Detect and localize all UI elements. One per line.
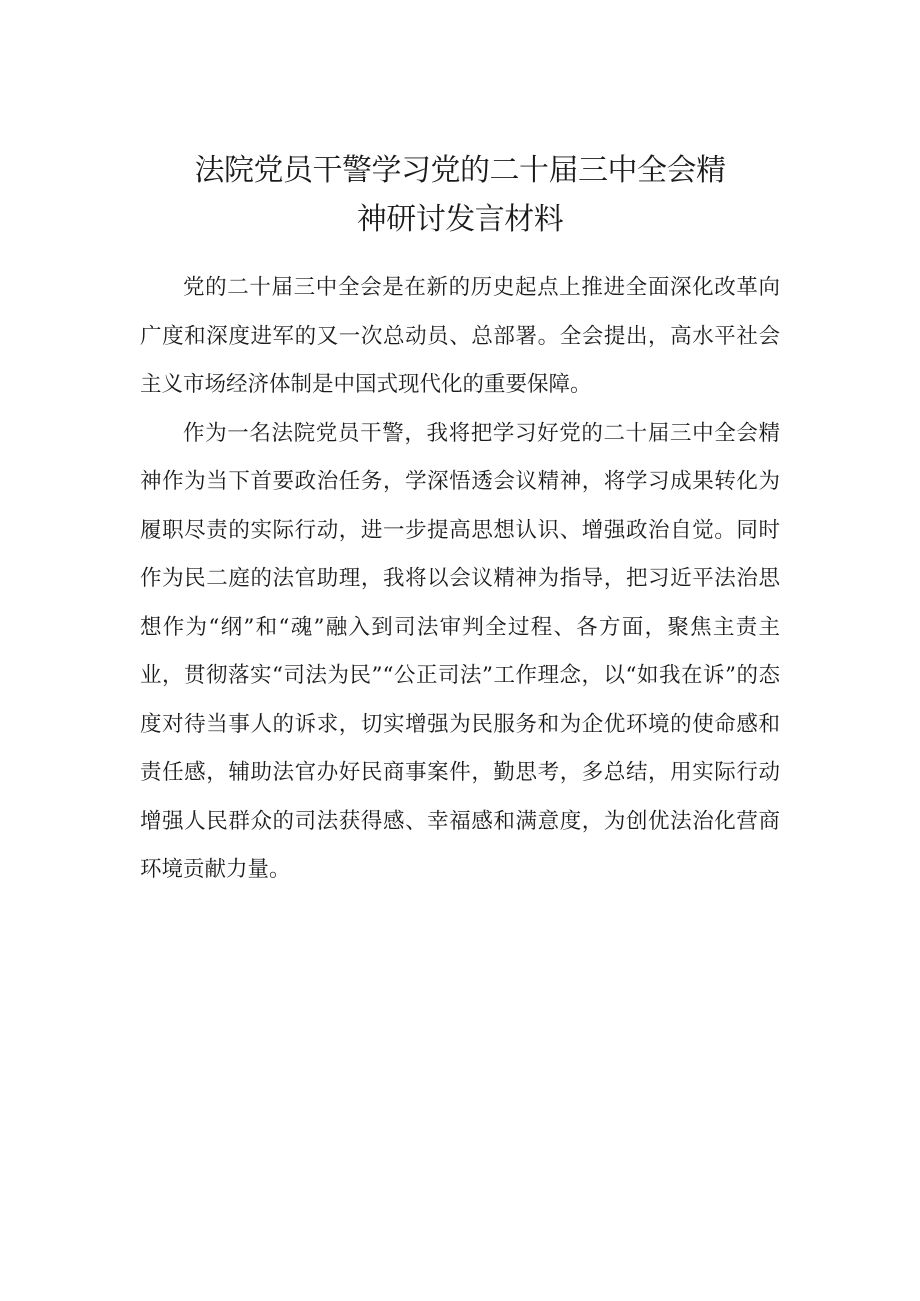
title-line-2: 神研讨发言材料: [356, 202, 564, 237]
document-body: [140, 264, 780, 895]
paragraph-1: 党的二十届三中全会是在新的历史起点上推进全面深化改革向广度和深度进军的又一次总动员、总部署。全会提出，高水平社会主义市场经济体制是中国式现代化的重要保障。: [140, 275, 780, 397]
title-line-1: 法院党员干警学习党的二十届三中全会精: [194, 153, 726, 188]
document-title: [140, 146, 780, 244]
paragraph-2: 作为一名法院党员干警，我将把学习好党的二十届三中全会精神作为当下首要政治任务，学深悟透会议精神，将学习成果转化为履职尽责的实际行动，进一步提高思想认识、增强政治自觉。同时作为民二庭的法官助理，我将以会议精神为指导，把习近平法治思想作为“纲”和“魂”融入到司法审判全过程、各方面，聚焦主责主业，贯彻落实“司法为民”“公正司法”工作理念，以“如我在诉”的态度对待当事人的诉求，切实增强为民服务和为企优环境的使命感和责任感，辅助法官办好民商事案件，勤思考，多总结，用实际行动增强人民群众的司法获得感、幸福感和满意度，为创优法治化营商环境贡献力量。: [140, 420, 780, 882]
